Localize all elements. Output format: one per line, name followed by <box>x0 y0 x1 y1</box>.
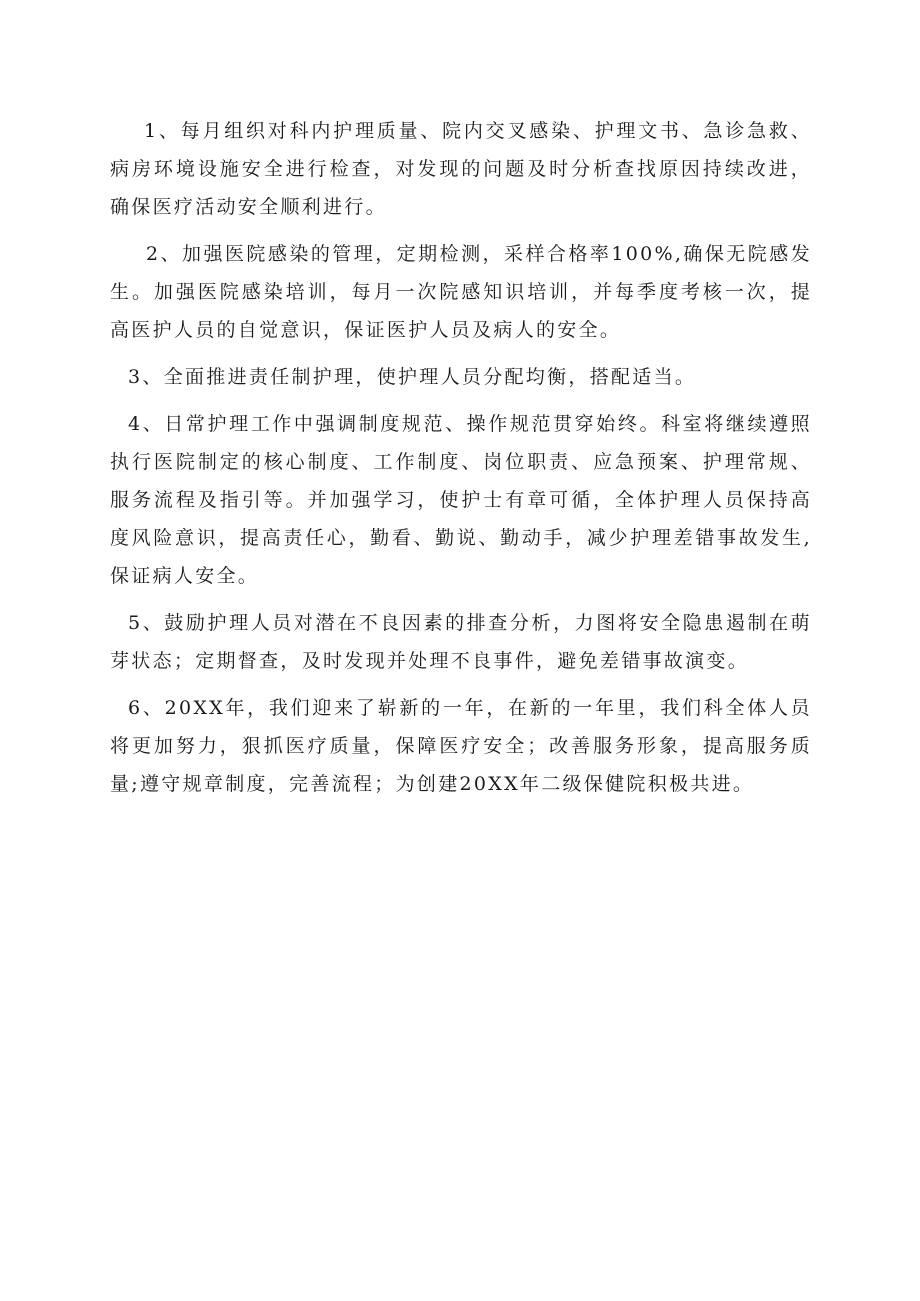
paragraph-2: 2、加强医院感染的管理，定期检测，采样合格率100%,确保无院感发生。加强医院感染培训，每月一次院感知识培训，并每季度考核一次，提高医护人员的自觉意识，保证医护人员及病人的安全。 <box>110 243 812 341</box>
paragraph-4: 4、日常护理工作中强调制度规范、操作规范贯穿始终。科室将继续遵照执行医院制定的核心制度、工作制度、岗位职责、应急预案、护理常规、服务流程及指引等。并加强学习，使护士有章可循，全体护理人员保持高度风险意识，提高责任心，勤看、勤说、勤动手，减少护理差错事故发生,保证病人安全。 <box>110 413 812 587</box>
paragraph-1: 1、每月组织对科内护理质量、院内交叉感染、护理文书、急诊急救、病房环境设施安全进行检查，对发现的问题及时分析查找原因持续改进，确保医疗活动安全顺利进行。 <box>110 120 812 218</box>
document-body <box>110 112 812 812</box>
paragraph-5: 5、鼓励护理人员对潜在不良因素的排查分析，力图将安全隐患遏制在萌芽状态；定期督查，及时发现并处理不良事件，避免差错事故演变。 <box>110 612 812 672</box>
paragraph-6: 6、20XX年，我们迎来了崭新的一年，在新的一年里，我们科全体人员将更加努力，狠抓医疗质量，保障医疗安全；改善服务形象，提高服务质量;遵守规章制度，完善流程；为创建20XX年二级保健院积极共进。 <box>110 697 812 795</box>
paragraph-3: 3、全面推进责任制护理，使护理人员分配均衡，搭配适当。 <box>128 366 697 388</box>
